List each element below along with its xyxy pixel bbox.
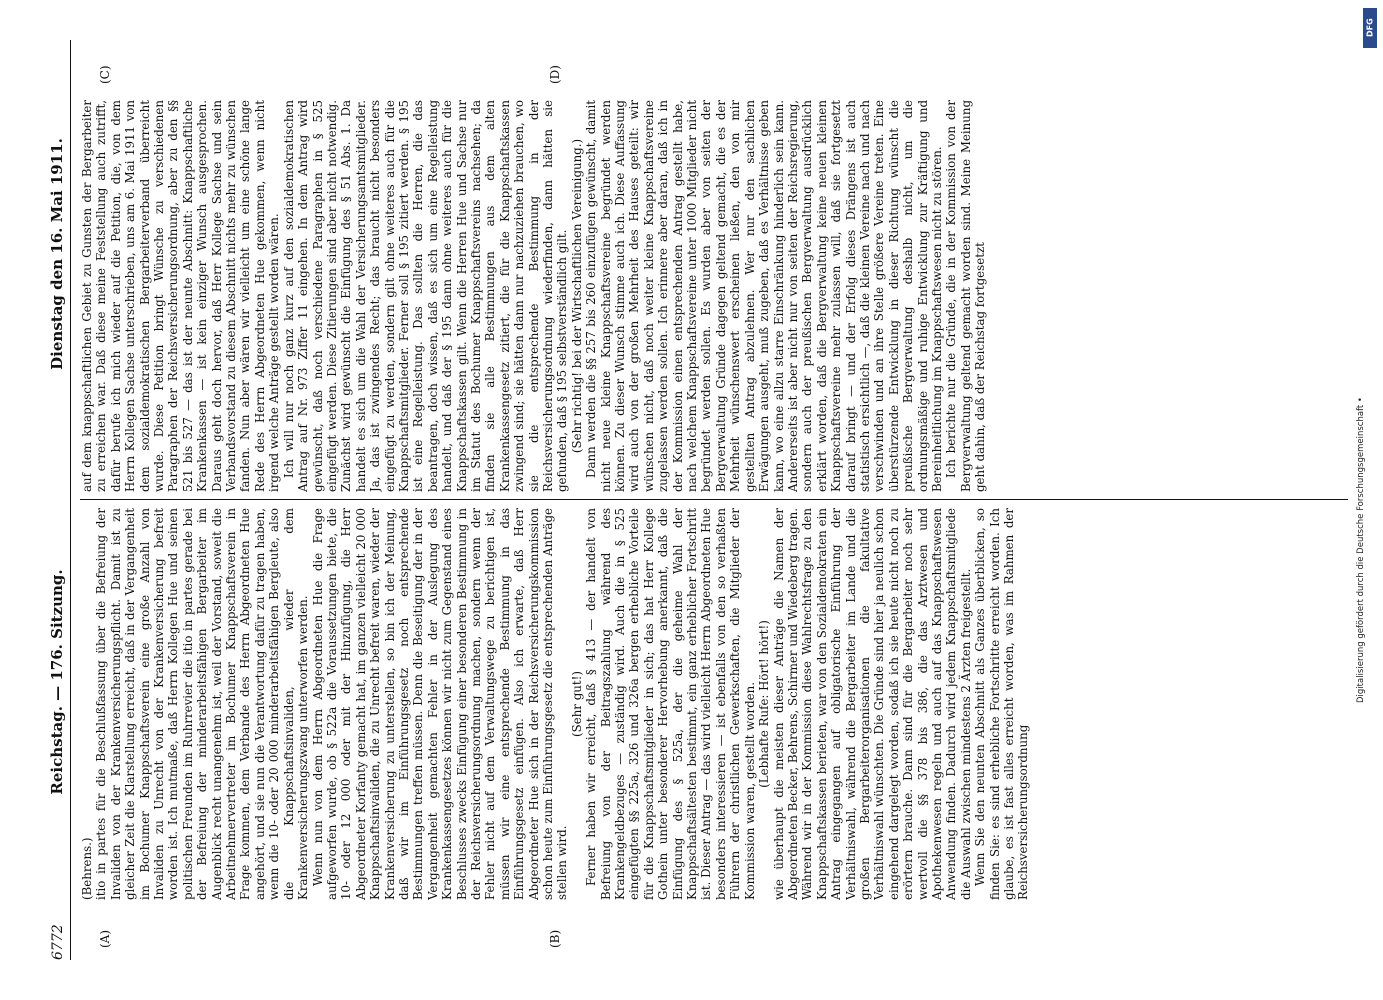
page-number: 6772 <box>50 924 66 960</box>
margin-marker-c: (C) <box>98 65 112 84</box>
digitization-credit: Digitalisierung gefördert durch die Deutsche Forschungsgemeinschaft • <box>1356 397 1366 703</box>
paragraph: Wenn Sie den neunten Abschnitt als Ganzes überblicken, so finden Sie: es sind erhebliche Fortschritte erreicht worden. Ich glaube, es ist fast alles erreicht worden, was im Rahmen der Reichsversicherungsordnung <box>973 508 1031 900</box>
margin-marker-d: (D) <box>548 65 562 84</box>
paragraph: Ferner haben wir erreicht, daß § 413 — der handelt von Befreiung von der Beitragszahlung während des Krankengeldbezuges — zuständig wird. Auch die in § 525 eingefügten §§ 225a, 326 und 326a bergen erhebliche Vorteile für die Knappschaftsmitglieder in sich; das hat Herr Kollege Gothein unter besonderer Hervorhebung anerkannt, daß die Einfügung des § 525a, der die geheime Wahl der Knappschaftsältesten bestimmt, ein ganz erheblicher Fortschritt ist. Dieser Antrag — das wird vielleicht Herrn Abgeordneten Hue besonders interessieren — ist ebenfalls von den so verhaßten Führern der christlichen Gewerkschaften, die Mitglieder der Kommission waren, gestellt worden. <box>584 508 757 900</box>
dfg-logo: DFG <box>1363 8 1377 48</box>
paragraph: Ich berichte nur die Gründe, die in der Kommission von der Bergverwaltung geltend gemacht worden sind. Meine Meinung geht dahin, daß der Reichstag fortgesetzt <box>944 100 988 492</box>
interjection: (Sehr gut!) <box>569 671 584 737</box>
speaker-name: (Behrens.) <box>80 837 94 900</box>
paragraph: auf dem knappschaftlichen Gebiet zu Gunsten der Bergarbeiter zu erreichen war. Daß diese meine Feststellung auch zutrifft, dafür berufe ich mich wieder auf die Petition, die, von dem Herrn Kollegen Sachse unterschrieben, uns am 6. Mai 1911 von dem sozialdemokratischen Bergarbeiterverband überreicht wurde. Diese Petition bringt Wünsche zu verschiedenen Paragraphen der Reichsversicherungsordnung, aber zu den §§ 521 bis 527 — das ist der neunte Abschnitt: Knappschaftliche Krankenkassen — ist kein einziger Wunsch ausgesprochen. Daraus geht doch hervor, daß Herr Kollege Sachse und sein Verbandsvorstand zu diesem Abschnitt nichts mehr zu wünschen fanden. Nun aber wären wir vielleicht um eine schöne lange Rede des Herrn Abgeordneten Hue gekommen, wenn nicht irgend welche Anträge gestellt worden wären. <box>80 100 282 492</box>
running-header <box>40 40 66 960</box>
interjection: (Sehr richtig! bei der Wirtschaftlichen Vereinigung.) <box>569 138 584 454</box>
paragraph: itio in partes für die Beschlußfassung über die Befreiung der Invaliden von der Krankenversicherungspflicht. Damit ist zu gleicher Zeit die Klarstellung erreicht, daß in der Vergangenheit im Bochumer Knappschaftsverein eine große Anzahl von Invaliden zu Unrecht von der Krankenversicherung befreit worden ist. Ich mutmaße, daß Herrn Kollegen Hue und seinen politischen Freunden im Ruhrrevier die itio in partes gerade bei der Befreiung der minderarbeitsfähigen Bergarbeiter im Augenblick recht unangenehm ist, weil der Vorstand, soweit die Arbeitnehmervertreter im Bochumer Knappschaftsverein in Frage kommen, dem Verbande des Herrn Abgeordneten Hue angehört, und sie nun die Verantwortung dafür zu tragen haben, wenn die 10- oder 20 000 minderarbeitsfähigen Bergleute, also die Knappschaftsinvaliden, wieder dem Krankenversicherungszwang unterworfen werden. <box>94 508 311 900</box>
column-divider <box>80 499 1348 500</box>
header-title-left: Reichstag. — 176. Sitzung. <box>48 569 66 795</box>
margin-marker-b: (B) <box>548 929 562 948</box>
paragraph: wie überhaupt die meisten dieser Anträge die Namen der Abgeordneten Becker, Behrens, Schirmer und Wiedeberg tragen. Während wir in der Kommission diese Wahlrechtsfrage zu den Knappschaftskassen berieten, war von den Sozialdemokraten ein Antrag eingegangen auf obligatorische Einführung der Verhältniswahl, während die Bergarbeiter im Lande und die großen Bergarbeiterorganisationen die fakultative Verhältniswahl wünschten. Die Gründe sind hier ja neulich schon eingehend dargelegt worden, sodaß ich sie heute nicht noch zu erörtern brauche. Dann sind für die Bergarbeiter noch sehr wertvoll die §§ 378 bis 386, die das Arztwesen und Apothekenwesen regeln und auch auf das Knappschaftswesen Anwendung finden. Dadurch wird jedem Knappschaftsmitgliede die Auswahl zwischen mindestens 2 Ärzten freigestellt. <box>771 508 973 900</box>
right-column <box>80 100 1348 492</box>
paragraph: Dann werden die §§ 257 bis 260 einzufügen gewünscht, damit nicht neue kleine Knappschaftsvereine begründet werden können. Zu dieser Wunsch stimme auch ich. Diese Auffassung wird auch von der großen Mehrheit des Hauses geteilt: wir wünschen nicht, daß noch weiter kleine Knappschaftsvereine zugelassen werden sollen. Ich erinnere aber daran, daß ich in der Kommission einen entsprechenden Antrag gestellt habe, nach welchem Knappschaftsvereine unter 1000 Mitglieder nicht begründet werden sollen. Es wurden aber von seiten der Bergverwaltung Gründe dagegen geltend gemacht, die es der Mehrheit wünschenswert erscheinen ließen, den von mir gestellten Antrag abzulehnen. Wer nur den sachlichen Erwägungen ausgeht, muß zugeben, daß es Verhältnisse geben kann, wo eine allzu starre Einschränkung hinderlich sein kann. Andererseits ist aber nicht nur von seiten der Reichsregierung, sondern auch der preußischen Bergverwaltung ausdrücklich erklärt worden, daß die Bergverwaltung keine neuen kleinen Knappschaftsvereine mehr zulassen will, daß sie fortgesetzt darauf bringt — und der Erfolg dieses Drängens ist auch statistisch ersichtlich —, daß die kleinen Vereine nach und nach verschwinden und an ihre Stelle größere Vereine treten. Eine überstürzende Entwicklung in dieser Richtung wünscht die preußische Bergverwaltung deshalb nicht, um die ordnungsmäßige und ruhige Entwicklung zur Kräftigung und Bereinheitlichung im Knappschaftswesen nicht zu stören. <box>584 100 944 492</box>
margin-marker-a: (A) <box>98 929 112 948</box>
paragraph: Wenn nun von dem Herrn Abgeordneten Hue die Frage aufgeworfen wurde, ob § 522a die Voraussetzungen biete, die 10- oder 12 000 oder mit der Hinzufügung, die Herr Abgeordneter Korfanty gemacht hat, im ganzen vielleicht 20 000 Knappschaftsinvaliden, die zu Unrecht befreit waren, wieder der Krankenversicherung zu unterstellen, so bin ich der Meinung, daß wir im Einführungsgesetz noch entsprechende Bestimmungen treffen müssen. Denn die Beseitigung der in der Vergangenheit gemachten Fehler in der Auslegung des Krankenkassengesetzes können wir nicht zum Gegenstand eines Beschlusses zwecks Einfügung einer besonderen Bestimmung in der Reichsversicherungsordnung machen, sondern wenn der Fehler nicht auf dem Verwaltungswege zu berichtigen ist, müssen wir eine entsprechende Bestimmung in das Einführungsgesetz einfügen. Also ich erwarte, daß Herr Abgeordneter Hue sich in der Reichsversicherungskommission schon heute zum Einführungsgesetz die entsprechenden Anträge stellen wird. <box>310 508 570 900</box>
left-column <box>80 508 1348 900</box>
header-title-right: Dienstag den 16. Mai 1911. <box>48 138 66 370</box>
paragraph: Ich will nur noch ganz kurz auf den sozialdemokratischen Antrag auf Nr. 973 Ziffer 11 eingehen. In dem Antrag wird gewünscht, daß noch verschiedene Paragraphen in § 525 eingefügt werden. Diese Zitierungen sind aber nicht notwendig. Zunächst wird gewünscht die Einfügung des § 51 Abs. 1. Da handelt es sich um die Wahl der Versicherungsamtsmitglieder. Ja, das ist zwingendes Recht; das braucht nicht besonders eingefügt zu werden, sondern gilt ohne weiteres auch für die Knappschaftsmitglieder. Ferner soll § 195 zitiert werden. § 195 ist eine Regelleistung. Das sollten die Herren, die das beantragen, doch wissen, daß es sich um eine Regelleistung handelt, und daß der § 195 dann ohne weiteres auch für die Knappschaftskassen gilt. Wenn die Herren Hue und Sachse nur im Statut des Bochumer Knappschaftsvereins nachsehen; da finden sie alle Bestimmungen aus dem alten Krankenkassengesetz zitiert, die für die Knappschaftskassen zwingend sind; sie hätten dann nur nachzuziehen brauchen, wo sie die entsprechende Bestimmung in der Reichsversicherungsordnung wiederfinden, dann hätten sie gefunden, daß § 195 selbstverständlich gilt. <box>281 100 570 492</box>
header-rule <box>70 40 71 960</box>
interjection: (Lebhafte Rufe: Hört! hört!) <box>757 620 772 788</box>
